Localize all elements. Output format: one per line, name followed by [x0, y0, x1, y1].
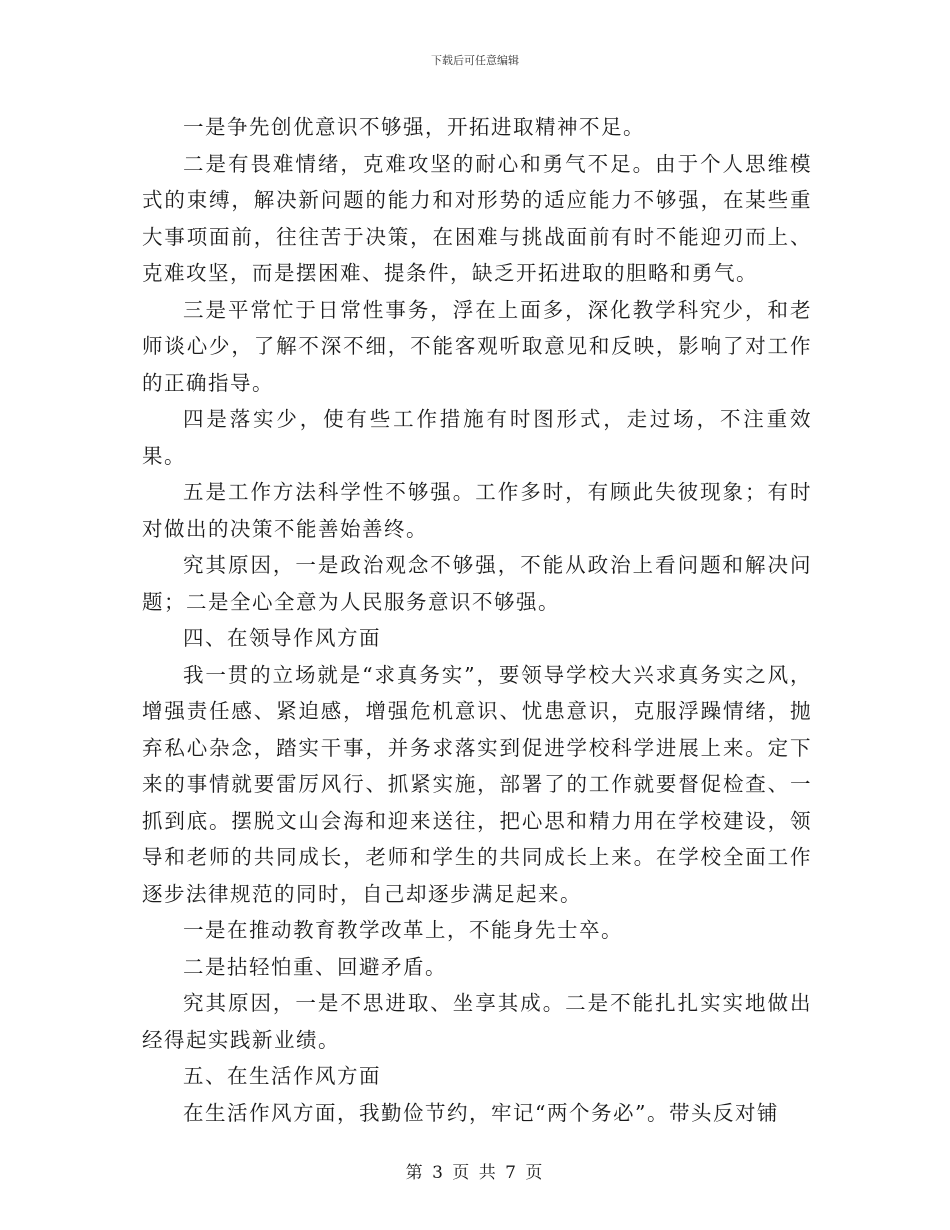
paragraph: 在生活作风方面，我勤俭节约，牢记“两个务必”。带头反对铺	[183, 1100, 779, 1125]
paragraph: 二是拈轻怕重、回避矛盾。	[183, 954, 447, 979]
paragraph: 二是有畏难情绪，克难攻坚的耐心和勇气不足。由于个人思维模式的束缚，解决新问题的能力和对形势的适应能力不够强，在某些重大事项面前，往往苦于决策，在困难与挑战面前有时不能迎刃而上、克难攻坚，而是摆困难、提条件，缺乏开拓进取的胆略和勇气。	[142, 151, 812, 285]
paragraph: 究其原因，一是政治观念不够强，不能从政治上看问题和解决问题；二是全心全意为人民服务意识不够强。	[142, 553, 812, 614]
paragraph: 四是落实少，使有些工作措施有时图形式，走过场，不注重效果。	[142, 407, 812, 468]
section-heading: 五、在生活作风方面	[183, 1064, 381, 1088]
paragraph: 我一贯的立场就是“求真务实”，要领导学校大兴求真务实之风，增强责任感、紧迫感，增强危机意识、忧患意识，克服浮躁情绪，抛弃私心杂念，踏实干事，并务求落实到促进学校科学进展上来。定下来的事情就要雷厉风行、抓紧实施，部署了的工作就要督促检查、一抓到底。摆脱文山会海和迎来送往，把心思和精力用在学校建设，领导和老师的共同成长，老师和学生的共同成长上来。在学校全面工作逐步法律规范的同时，自己却逐步满足起来。	[142, 662, 812, 906]
header-note: 下载后可任意编辑	[431, 54, 519, 67]
paragraph: 一是争先创优意识不够强，开拓进取精神不足。	[183, 115, 645, 139]
document-body	[142, 109, 812, 1131]
paragraph: 三是平常忙于日常性事务，浮在上面多，深化教学科究少，和老师谈心少，了解不深不细，不能客观听取意见和反映，影响了对工作的正确指导。	[142, 297, 812, 395]
paragraph: 究其原因，一是不思进取、坐享其成。二是不能扎扎实实地做出经得起实践新业绩。	[142, 991, 812, 1052]
section-heading: 四、在领导作风方面	[183, 626, 381, 650]
page-number: 第 3 页 共 7 页	[405, 1163, 545, 1183]
paragraph: 五是工作方法科学性不够强。工作多时，有顾此失彼现象；有时对做出的决策不能善始善终。	[142, 480, 812, 541]
paragraph: 一是在推动教育教学改革上，不能身先士卒。	[183, 918, 623, 942]
